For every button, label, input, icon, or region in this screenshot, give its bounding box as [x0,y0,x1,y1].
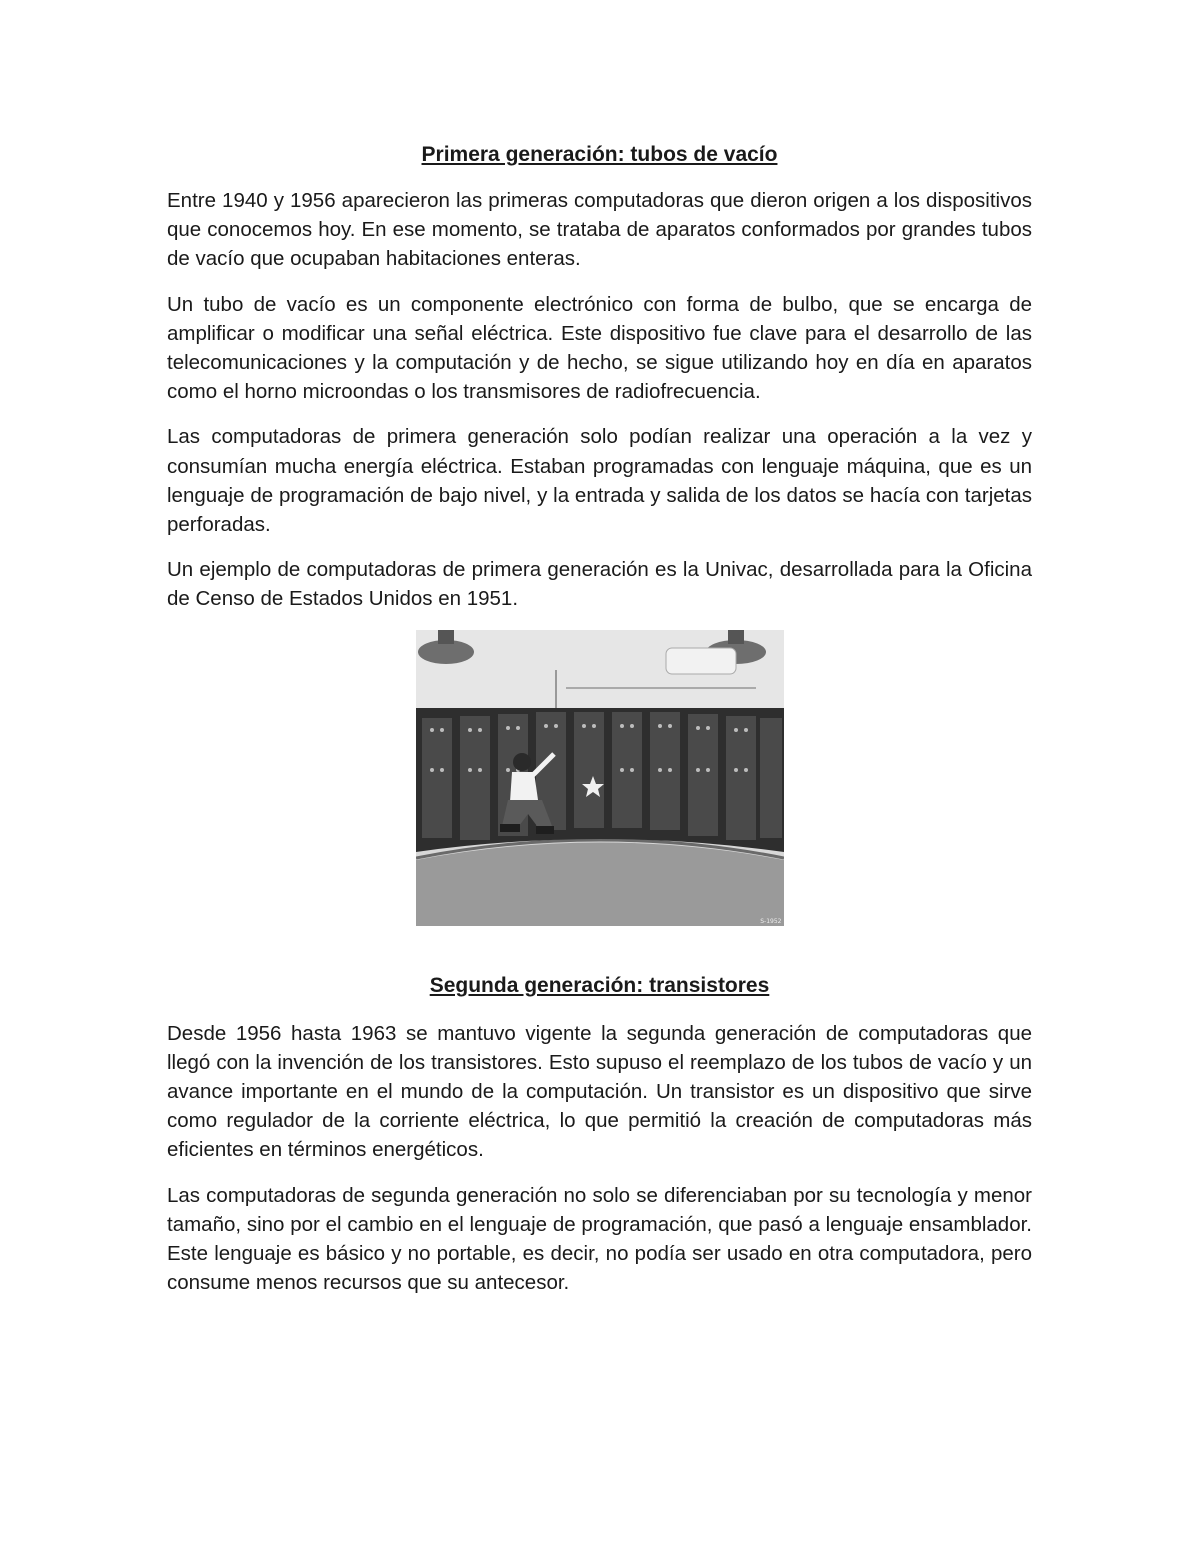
computer-photo [416,630,784,926]
paragraph: Las computadoras de primera generación solo podían realizar una operación a la vez y consumían mucha energía eléctrica. Estaban programadas con lenguaje máquina, que es un lenguaje de programación de bajo nivel, y la entrada y salida de los datos se hacía con tarjetas perforadas. [167,425,1032,537]
paragraph: Un tubo de vacío es un componente electrónico con forma de bulbo, que se encarga de amplificar o modificar una señal eléctrica. Este dispositivo fue clave para el desarrollo de las telecomunicaciones y la computación y de hecho, se sigue utilizando hoy en día en aparatos como el horno microondas o los transmisores de radiofrecuencia. [167,292,1032,404]
photo-corner-mark: S-1952 [760,917,782,925]
paragraph: Desde 1956 hasta 1963 se mantuvo vigente la segunda generación de computadoras que llegó con la invención de los transistores. Esto supuso el reemplazo de los tubos de vacío y un avance importante en el mundo de la computación. Un transistor es un dispositivo que sirve como regulador de la corriente eléctrica, lo que permitió la creación de computadoras más eficientes en términos energéticos. [167,1021,1032,1162]
paragraph: Entre 1940 y 1956 aparecieron las primeras computadoras que dieron origen a los dispositivos que conocemos hoy. En ese momento, se trataba de aparatos conformados por grandes tubos de vacío que ocupaban habitaciones enteras. [167,189,1032,271]
paragraph: Las computadoras de segunda generación no solo se diferenciaban por su tecnología y menor tamaño, sino por el cambio en el lenguaje de programación, que pasó a lenguaje ensamblador. Este lenguaje es básico y no portable, es decir, no podía ser usado en otra computadora, pero consume menos recursos que su antecesor. [167,1183,1032,1295]
paragraph: Un ejemplo de computadoras de primera generación es la Univac, desarrollada para la Oficina de Censo de Estados Unidos en 1951. [167,558,1032,611]
section-heading-primera-generacion: Primera generación: tubos de vacío [421,143,778,166]
section-heading-segunda-generacion: Segunda generación: transistores [429,973,770,997]
document-content [167,140,1032,1313]
computer-photo-illustration [416,630,784,926]
